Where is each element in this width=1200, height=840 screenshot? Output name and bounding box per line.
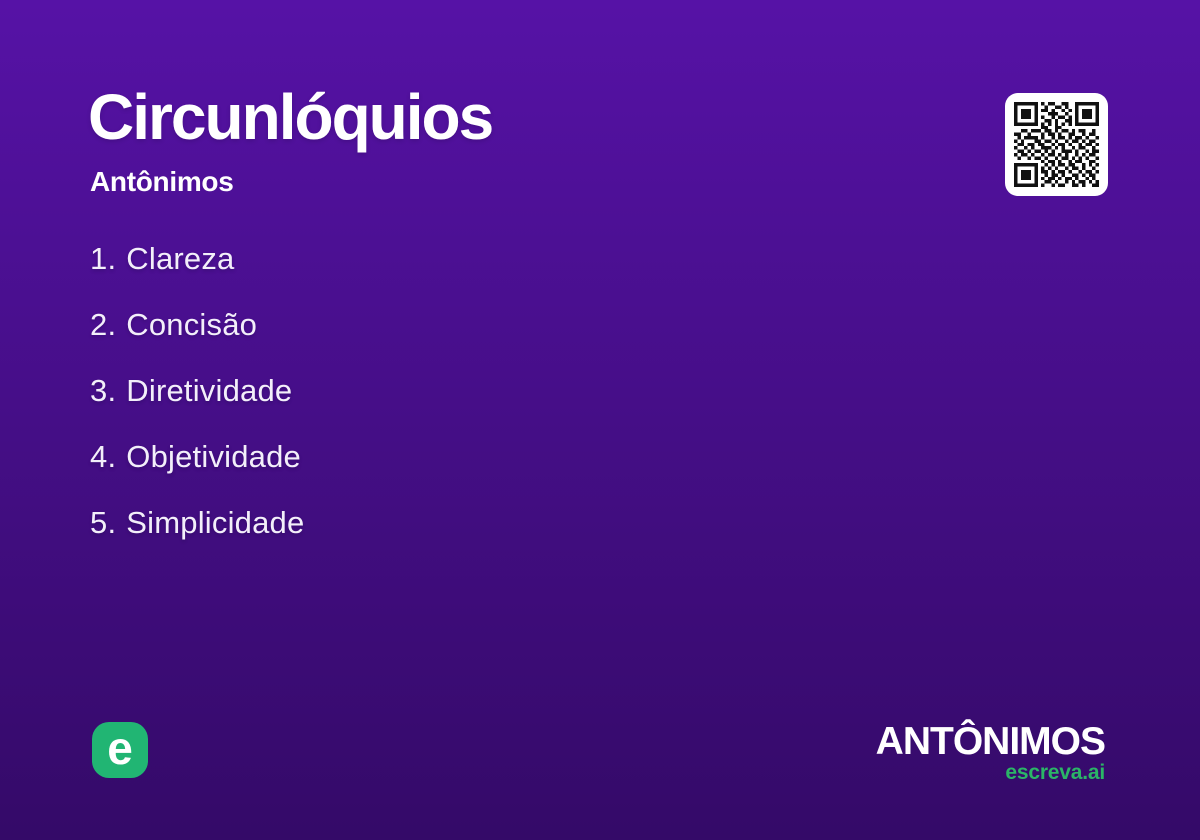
page-subtitle: Antônimos <box>90 166 234 197</box>
list-item-label: Concisão <box>126 307 258 342</box>
list-item-number: 3. <box>90 373 117 408</box>
logo-letter: e <box>107 721 133 774</box>
brand-block <box>876 722 1105 783</box>
list-item <box>90 424 304 490</box>
qr-code <box>1005 93 1108 196</box>
list-item <box>90 292 304 358</box>
antonyms-list <box>90 226 304 556</box>
list-item-number: 2. <box>90 307 117 342</box>
list-item <box>90 490 304 556</box>
list-item-number: 4. <box>90 439 117 474</box>
page-title: Circunlóquios <box>88 81 493 153</box>
list-item <box>90 358 304 424</box>
list-item-label: Diretividade <box>126 373 293 408</box>
qr-code-matrix <box>1014 102 1099 187</box>
list-item-number: 5. <box>90 505 117 540</box>
list-item-label: Clareza <box>126 241 235 276</box>
list-item <box>90 226 304 292</box>
brand-domain: escreva.ai <box>1005 761 1105 784</box>
brand-name: ANTÔNIMOS <box>875 720 1105 763</box>
escreva-logo-icon <box>92 722 148 778</box>
list-item-label: Simplicidade <box>126 505 305 540</box>
list-item-label: Objetividade <box>126 439 301 474</box>
list-item-number: 1. <box>90 241 117 276</box>
